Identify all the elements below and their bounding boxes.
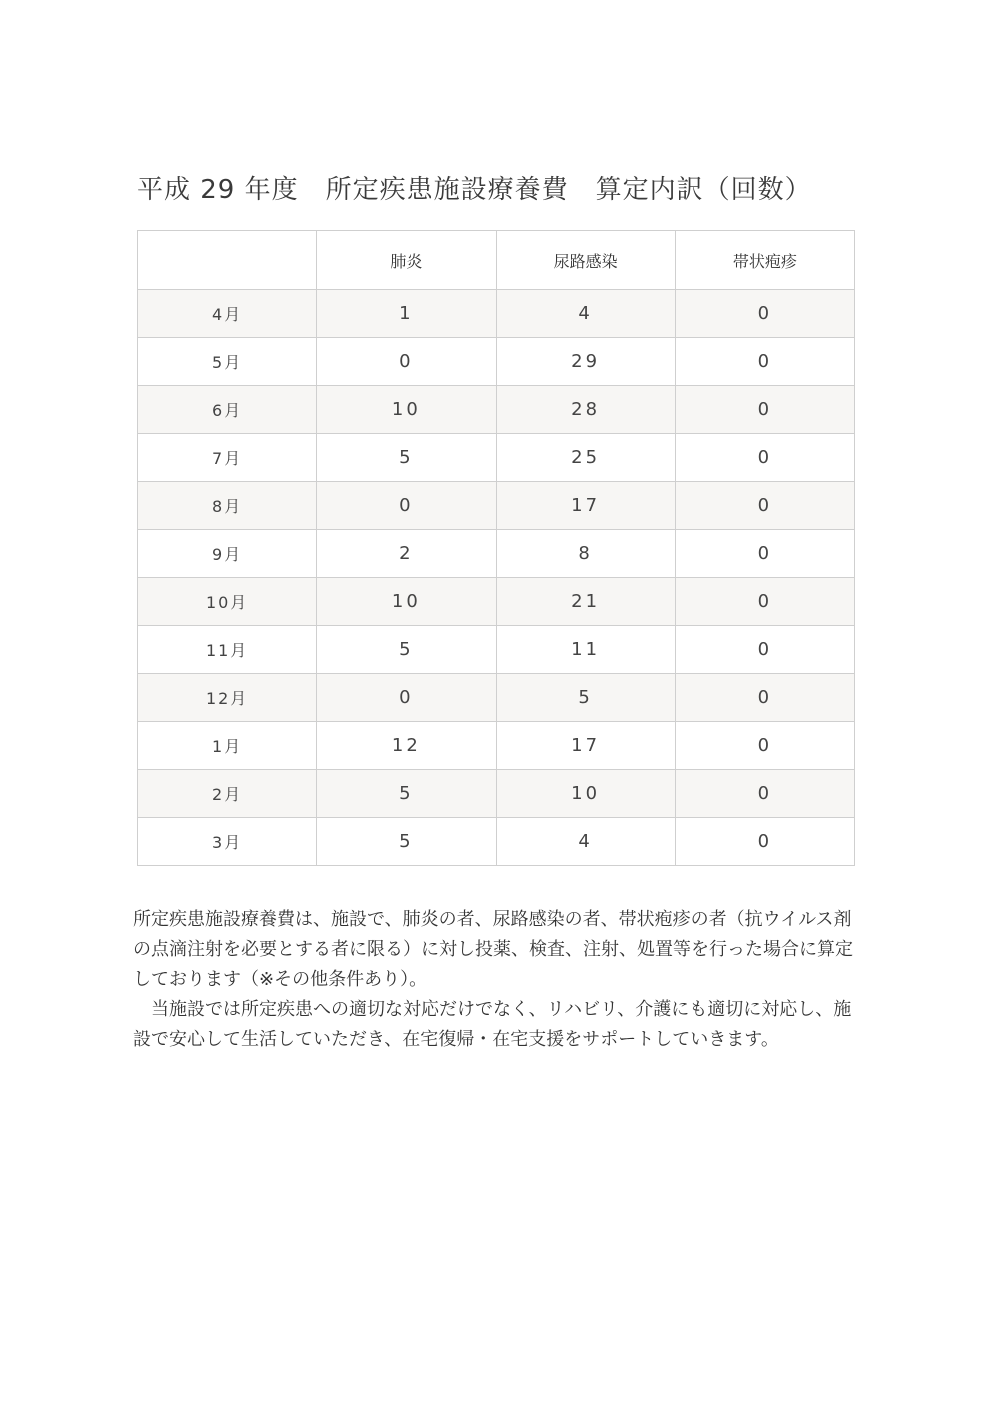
month-cell: 2月 <box>138 770 317 818</box>
pneumonia-cell: 10 <box>317 578 496 626</box>
table-row <box>138 338 855 386</box>
header-shingles: 帯状疱疹 <box>675 231 854 290</box>
table-row <box>138 578 855 626</box>
uti-cell: 10 <box>496 770 675 818</box>
counts-table <box>137 230 855 866</box>
uti-cell: 4 <box>496 818 675 866</box>
uti-cell: 29 <box>496 338 675 386</box>
header-pneumonia: 肺炎 <box>317 231 496 290</box>
pneumonia-cell: 10 <box>317 386 496 434</box>
pneumonia-cell: 5 <box>317 434 496 482</box>
shingles-cell: 0 <box>675 626 854 674</box>
month-cell: 9月 <box>138 530 317 578</box>
month-cell: 1月 <box>138 722 317 770</box>
notes-paragraph-1: 所定疾患施設療養費は、施設で、肺炎の者、尿路感染の者、帯状疱疹の者（抗ウイルス剤の点滴注射を必要とする者に限る）に対し投薬、検査、注射、処置等を行った場合に算定しております（※その他条件あり）。 <box>133 909 853 990</box>
month-cell: 12月 <box>138 674 317 722</box>
shingles-cell: 0 <box>675 530 854 578</box>
uti-cell: 4 <box>496 290 675 338</box>
table-row <box>138 770 855 818</box>
page-title: 平成 29 年度 所定疾患施設療養費 算定内訳（回数） <box>137 175 812 206</box>
month-cell: 8月 <box>138 482 317 530</box>
shingles-cell: 0 <box>675 674 854 722</box>
uti-cell: 28 <box>496 386 675 434</box>
table-row <box>138 482 855 530</box>
pneumonia-cell: 0 <box>317 674 496 722</box>
shingles-cell: 0 <box>675 290 854 338</box>
month-cell: 5月 <box>138 338 317 386</box>
shingles-cell: 0 <box>675 434 854 482</box>
table-row <box>138 434 855 482</box>
pneumonia-cell: 2 <box>317 530 496 578</box>
shingles-cell: 0 <box>675 482 854 530</box>
table-row <box>138 290 855 338</box>
table-row <box>138 626 855 674</box>
pneumonia-cell: 5 <box>317 818 496 866</box>
month-cell: 10月 <box>138 578 317 626</box>
shingles-cell: 0 <box>675 770 854 818</box>
shingles-cell: 0 <box>675 578 854 626</box>
uti-cell: 25 <box>496 434 675 482</box>
uti-cell: 17 <box>496 722 675 770</box>
uti-cell: 11 <box>496 626 675 674</box>
header-uti: 尿路感染 <box>496 231 675 290</box>
month-cell: 7月 <box>138 434 317 482</box>
pneumonia-cell: 1 <box>317 290 496 338</box>
month-cell: 11月 <box>138 626 317 674</box>
table-row <box>138 530 855 578</box>
month-cell: 3月 <box>138 818 317 866</box>
header-corner <box>138 231 317 290</box>
shingles-cell: 0 <box>675 386 854 434</box>
table-row <box>138 818 855 866</box>
pneumonia-cell: 0 <box>317 482 496 530</box>
month-cell: 6月 <box>138 386 317 434</box>
pneumonia-cell: 12 <box>317 722 496 770</box>
shingles-cell: 0 <box>675 338 854 386</box>
uti-cell: 8 <box>496 530 675 578</box>
shingles-cell: 0 <box>675 818 854 866</box>
uti-cell: 17 <box>496 482 675 530</box>
table-row <box>138 722 855 770</box>
uti-cell: 5 <box>496 674 675 722</box>
shingles-cell: 0 <box>675 722 854 770</box>
uti-cell: 21 <box>496 578 675 626</box>
table-body <box>138 290 855 866</box>
table-row <box>138 386 855 434</box>
pneumonia-cell: 5 <box>317 770 496 818</box>
notes <box>133 905 863 1055</box>
pneumonia-cell: 5 <box>317 626 496 674</box>
table-row <box>138 674 855 722</box>
month-cell: 4月 <box>138 290 317 338</box>
pneumonia-cell: 0 <box>317 338 496 386</box>
table-header-row <box>138 231 855 290</box>
notes-paragraph-2: 当施設では所定疾患への適切な対応だけでなく、リハビリ、介護にも適切に対応し、施設で安心して生活していただき、在宅復帰・在宅支援をサポートしていきます。 <box>133 999 852 1050</box>
